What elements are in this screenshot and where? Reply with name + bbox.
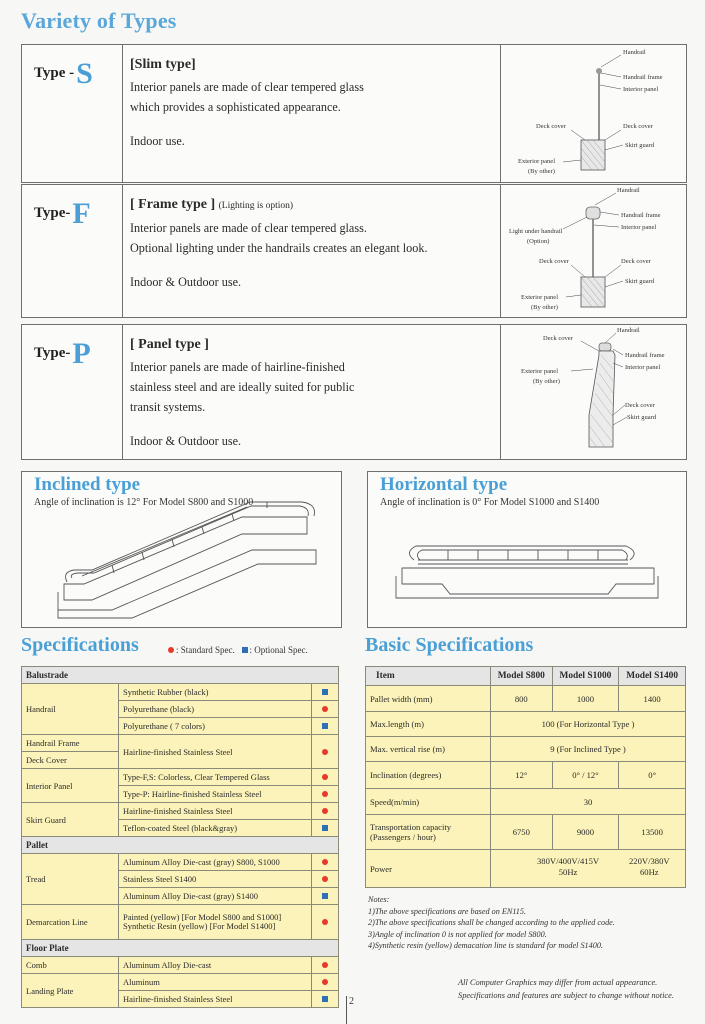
type-p-label: Type-P bbox=[34, 337, 91, 370]
label-interior-panel: Interior panel bbox=[623, 86, 659, 93]
item-cell: Aluminum Alloy Die-cast (gray) S800, S1000 bbox=[119, 854, 312, 871]
type-s-diagram bbox=[501, 45, 686, 182]
header-s1400: Model S1400 bbox=[619, 667, 686, 686]
disclaimer: All Computer Graphics may differ from actual appearance. Specifications and features are subject to change without notice. bbox=[458, 978, 674, 1000]
standard-mark-icon bbox=[322, 859, 328, 865]
specifications-table bbox=[21, 666, 339, 1008]
value-cell: 1000 bbox=[552, 686, 619, 712]
row-label: Speed(m/min) bbox=[366, 789, 491, 815]
standard-mark-icon bbox=[322, 706, 328, 712]
row-label: Inclination (degrees) bbox=[366, 762, 491, 789]
category-cell: Interior Panel bbox=[22, 769, 119, 803]
table-row bbox=[22, 684, 339, 701]
label-skirt-guard: Skirt guard bbox=[627, 414, 657, 421]
item-cell: Aluminum Alloy Die-cast bbox=[119, 957, 312, 974]
table-row bbox=[366, 686, 686, 712]
type-p-desc-1: Interior panels are made of hairline-finished bbox=[130, 360, 345, 374]
horizontal-type-panel bbox=[367, 471, 687, 628]
type-s-desc-2: which provides a sophisticated appearance. bbox=[130, 100, 341, 114]
item-cell: Hairline-finished Stainless Steel bbox=[119, 991, 312, 1008]
spec-legend: : Standard Spec. : Optional Spec. bbox=[168, 645, 308, 655]
inclined-type-panel bbox=[21, 471, 342, 628]
section-pallet: Pallet bbox=[22, 837, 339, 854]
standard-mark-icon bbox=[322, 808, 328, 814]
label-light: Light under handrail bbox=[509, 228, 563, 235]
row-label: Transportation capacity (Passengers / hour) bbox=[366, 815, 491, 850]
type-s-name: [Slim type] bbox=[130, 57, 196, 72]
table-row bbox=[22, 837, 339, 854]
table-row bbox=[22, 735, 339, 752]
optional-square-icon bbox=[242, 647, 248, 653]
horizontal-escalator-drawing bbox=[368, 472, 686, 627]
label-deck-cover-left: Deck cover bbox=[536, 123, 566, 130]
label-handrail-frame: Handrail frame bbox=[621, 212, 661, 219]
label-option: (Option) bbox=[527, 238, 550, 245]
basic-specifications-title: Basic Specifications bbox=[365, 634, 534, 656]
row-label: Max. vertical rise (m) bbox=[366, 737, 491, 762]
table-row bbox=[366, 789, 686, 815]
standard-mark-icon bbox=[322, 876, 328, 882]
category-cell: Handrail bbox=[22, 684, 119, 735]
value-cell: 9000 bbox=[552, 815, 619, 850]
type-f-desc-1: Interior panels are made of clear tempered glass. bbox=[130, 221, 367, 235]
value-cell: 9 (For Inclined Type ) bbox=[491, 737, 686, 762]
type-p-desc-2: stainless steel and are ideally suited for public bbox=[130, 380, 355, 394]
label-by-other: (By other) bbox=[528, 168, 555, 175]
label-handrail: Handrail bbox=[617, 187, 640, 194]
label-handrail: Handrail bbox=[623, 49, 646, 56]
section-floor-plate: Floor Plate bbox=[22, 940, 339, 957]
type-f-desc-2: Optional lighting under the handrails creates an elegant look. bbox=[130, 241, 428, 255]
label-skirt-guard: Skirt guard bbox=[625, 278, 655, 285]
value-cell: 800 bbox=[491, 686, 553, 712]
section-balustrade: Balustrade bbox=[22, 667, 339, 684]
label-interior-panel: Interior panel bbox=[625, 364, 661, 371]
basic-specifications-table bbox=[365, 666, 686, 888]
table-row bbox=[22, 769, 339, 786]
item-cell: Synthetic Rubber (black) bbox=[119, 684, 312, 701]
type-s-desc-1: Interior panels are made of clear tempered glass bbox=[130, 80, 364, 94]
category-cell: Comb bbox=[22, 957, 119, 974]
standard-mark-icon bbox=[322, 979, 328, 985]
optional-mark-icon bbox=[322, 893, 328, 899]
item-cell: Polyurethane ( 7 colors) bbox=[119, 718, 312, 735]
label-deck-cover-right: Deck cover bbox=[621, 258, 651, 265]
category-cell: Landing Plate bbox=[22, 974, 119, 1008]
standard-mark-icon bbox=[322, 774, 328, 780]
item-cell: Stainless Steel S1400 bbox=[119, 871, 312, 888]
type-p-name: [ Panel type ] bbox=[130, 337, 209, 352]
type-p-use: Indoor & Outdoor use. bbox=[130, 434, 242, 448]
type-f-label: Type-F bbox=[34, 197, 91, 230]
type-f-card bbox=[21, 184, 687, 318]
optional-mark-icon bbox=[322, 996, 328, 1002]
label-exterior-panel: Exterior panel bbox=[521, 368, 558, 375]
label-interior-panel: Interior panel bbox=[621, 224, 657, 231]
type-p-desc-3: transit systems. bbox=[130, 400, 206, 414]
header-item: Item bbox=[366, 667, 491, 686]
power-50hz: 380V/400V/415V 50Hz bbox=[537, 855, 600, 877]
label-deck-cover-left: Deck cover bbox=[543, 335, 573, 342]
value-cell: 13500 bbox=[619, 815, 686, 850]
table-row bbox=[22, 803, 339, 820]
item-cell: Type-F,S: Colorless, Clear Tempered Glass bbox=[119, 769, 312, 786]
table-row bbox=[22, 940, 339, 957]
item-cell: Hairline-finished Stainless Steel bbox=[119, 735, 312, 769]
label-by-other: (By other) bbox=[533, 378, 560, 385]
table-header-row bbox=[366, 667, 686, 686]
item-cell: Aluminum Alloy Die-cast (gray) S1400 bbox=[119, 888, 312, 905]
table-row bbox=[22, 854, 339, 871]
category-cell: Deck Cover bbox=[22, 752, 119, 769]
standard-dot-icon bbox=[168, 647, 174, 653]
optional-mark-icon bbox=[322, 825, 328, 831]
type-s-card bbox=[21, 44, 687, 183]
item-cell: Polyurethane (black) bbox=[119, 701, 312, 718]
power-60hz: 220V/380V 60Hz bbox=[629, 855, 670, 877]
inclined-escalator-drawing bbox=[22, 472, 341, 627]
table-row bbox=[22, 905, 339, 940]
category-cell: Demarcation Line bbox=[22, 905, 119, 940]
specifications-title: Specifications bbox=[21, 634, 139, 656]
type-f-use: Indoor & Outdoor use. bbox=[130, 275, 242, 289]
optional-mark-icon bbox=[322, 689, 328, 695]
table-row bbox=[22, 974, 339, 991]
notes: Notes: 1)The above specifications are based on EN115. 2)The above specifications shall be changed according to the applied code. 3)Angle of inclination 0 is not applied for model S800. 4)Synthetic resin (yellow) demacation line is standard for model S1400. bbox=[368, 895, 615, 951]
type-s-label: Type -S bbox=[34, 57, 93, 90]
header-s800: Model S800 bbox=[491, 667, 553, 686]
header-s1000: Model S1000 bbox=[552, 667, 619, 686]
value-cell: 0° bbox=[619, 762, 686, 789]
table-row bbox=[366, 737, 686, 762]
type-f-diagram bbox=[501, 185, 686, 317]
value-cell: 30 bbox=[491, 789, 686, 815]
row-label: Max.length (m) bbox=[366, 712, 491, 737]
item-cell: Teflon-coated Steel (black&gray) bbox=[119, 820, 312, 837]
standard-mark-icon bbox=[322, 749, 328, 755]
value-cell: 6750 bbox=[491, 815, 553, 850]
inclined-subtitle: Angle of inclination is 12° For Model S800 and S1000 bbox=[34, 497, 254, 508]
type-f-name: [ Frame type ] (Lighting is option) bbox=[130, 197, 294, 212]
item-cell: Hairline-finished Stainless Steel bbox=[119, 803, 312, 820]
label-deck-cover-left: Deck cover bbox=[539, 258, 569, 265]
page-number: 2 bbox=[349, 996, 354, 1007]
label-deck-cover-right: Deck cover bbox=[623, 123, 653, 130]
value-cell: 12° bbox=[491, 762, 553, 789]
category-cell: Tread bbox=[22, 854, 119, 905]
row-label: Pallet width (mm) bbox=[366, 686, 491, 712]
item-cell: Painted (yellow) [For Model S800 and S1000] Synthetic Resin (yellow) [For Model S1400] bbox=[119, 905, 312, 940]
value-cell: 0° / 12° bbox=[552, 762, 619, 789]
horizontal-subtitle: Angle of inclination is 0° For Model S1000 and S1400 bbox=[380, 497, 600, 508]
value-cell: 100 (For Horizontal Type ) bbox=[491, 712, 686, 737]
label-exterior-panel: Exterior panel bbox=[521, 294, 558, 301]
category-cell: Handrail Frame bbox=[22, 735, 119, 752]
label-deck-cover-right: Deck cover bbox=[625, 402, 655, 409]
standard-mark-icon bbox=[322, 919, 328, 925]
standard-mark-icon bbox=[322, 791, 328, 797]
value-cell: 1400 bbox=[619, 686, 686, 712]
item-cell: Type-P: Hairline-finished Stainless Steel bbox=[119, 786, 312, 803]
standard-mark-icon bbox=[322, 962, 328, 968]
table-row bbox=[366, 815, 686, 850]
value-cell bbox=[491, 850, 686, 888]
page-title: Variety of Types bbox=[21, 8, 177, 33]
row-label: Power bbox=[366, 850, 491, 888]
table-row bbox=[22, 957, 339, 974]
label-skirt-guard: Skirt guard bbox=[625, 142, 655, 149]
table-row bbox=[366, 762, 686, 789]
type-p-diagram bbox=[501, 325, 686, 459]
table-row bbox=[366, 712, 686, 737]
label-handrail-frame: Handrail frame bbox=[625, 352, 665, 359]
label-by-other: (By other) bbox=[531, 304, 558, 311]
label-exterior-panel: Exterior panel bbox=[518, 158, 555, 165]
category-cell: Skirt Guard bbox=[22, 803, 119, 837]
table-row bbox=[22, 667, 339, 684]
table-row bbox=[366, 850, 686, 888]
label-handrail: Handrail bbox=[617, 327, 640, 334]
label-handrail-frame: Handrail frame bbox=[623, 74, 663, 81]
inclined-title: Inclined type bbox=[34, 474, 141, 495]
type-p-card bbox=[21, 324, 687, 460]
optional-mark-icon bbox=[322, 723, 328, 729]
type-s-use: Indoor use. bbox=[130, 134, 185, 148]
horizontal-title: Horizontal type bbox=[380, 474, 508, 495]
item-cell: Aluminum bbox=[119, 974, 312, 991]
